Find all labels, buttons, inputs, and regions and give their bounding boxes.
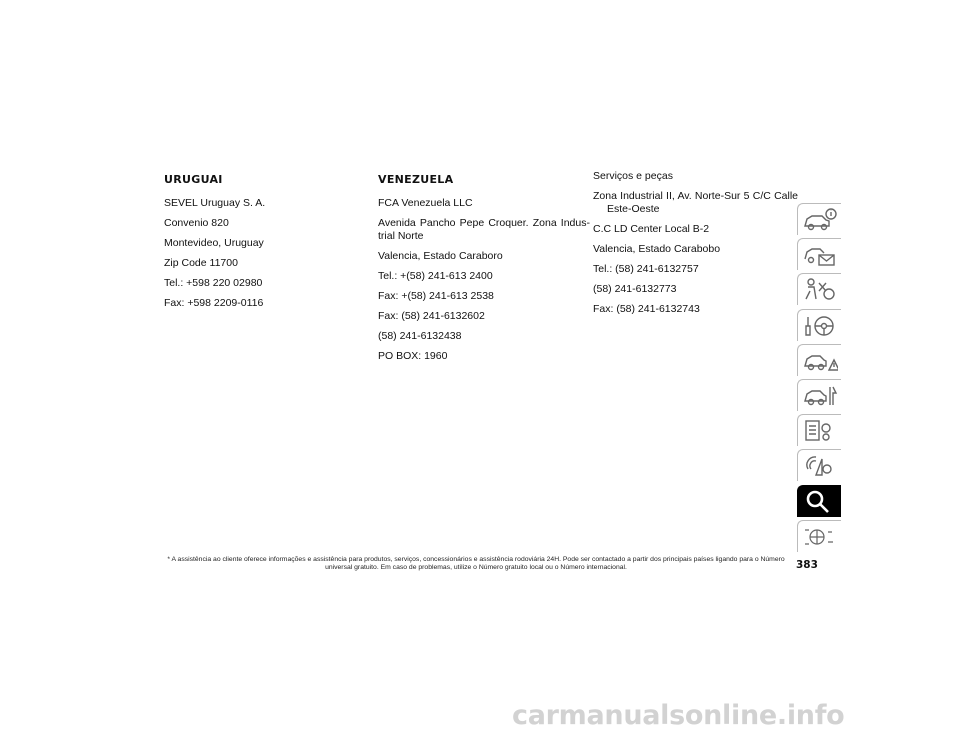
address-line: C.C LD Center Local B-2	[593, 223, 710, 235]
phone-line: Tel.: +(58) 241-613 2400	[378, 270, 493, 282]
chapter-tabs	[797, 203, 841, 555]
address-line: Montevideo, Uruguay	[164, 237, 264, 249]
language-index-icon	[802, 524, 838, 550]
address-line: Convenio 820	[164, 217, 229, 229]
service-title: Serviços e peças	[593, 170, 673, 182]
tab-specs[interactable]	[797, 414, 841, 446]
section-heading-venezuela: VENEZUELA	[378, 173, 454, 186]
tab-car-service[interactable]	[797, 379, 841, 411]
address-line: Valencia, Estado Caraboro	[378, 250, 503, 262]
watermark: carmanualsonline.info	[512, 700, 845, 731]
car-service-icon	[802, 383, 838, 409]
tab-language-index[interactable]	[797, 520, 841, 552]
tab-steering[interactable]	[797, 309, 841, 341]
po-box-line: PO BOX: 1960	[378, 350, 448, 362]
fax-line: Fax: +(58) 241-613 2538	[378, 290, 494, 302]
tab-search[interactable]	[797, 485, 841, 517]
section-heading-uruguai: URUGUAI	[164, 173, 223, 186]
fax-line: Fax: (58) 241-6132602	[378, 310, 485, 322]
tab-emergency[interactable]	[797, 344, 841, 376]
footnote: * A assistência ao cliente oferece informações e assistência para produtos, serviços, concessionários e assistência rodoviária 24H. Pode ser contactado a partir dos principais países ligando para o Número universal gratuito. Em caso de problemas, utilize o Número gratuito local ou o Número internacional.	[167, 556, 785, 571]
tab-safety[interactable]	[797, 273, 841, 305]
page-number: 383	[796, 559, 818, 571]
address-line: Zip Code 11700	[164, 257, 238, 269]
phone-line: (58) 241-6132773	[593, 283, 677, 295]
column-venezuela	[378, 170, 590, 370]
fax-line: Fax: (58) 241-6132743	[593, 303, 700, 315]
specs-icon	[802, 418, 838, 444]
emergency-car-icon	[802, 348, 838, 374]
column-uruguai	[164, 170, 376, 317]
tab-car-info[interactable]	[797, 203, 841, 235]
address-line: Valencia, Estado Carabobo	[593, 243, 721, 255]
address-line: Zona Industrial II, Av. Norte-Sur 5 C/C Calle Este-Oeste	[593, 190, 798, 215]
address-line: SEVEL Uruguay S. A.	[164, 197, 266, 209]
multimedia-icon	[802, 453, 838, 479]
address-line: Avenida Pancho Pepe Croquer. Zona Indus-trial Norte	[378, 217, 590, 242]
phone-line: Tel.: +598 220 02980	[164, 277, 263, 289]
phone-line: Tel.: (58) 241-6132757	[593, 263, 699, 275]
safety-icon	[802, 277, 838, 303]
tab-multimedia[interactable]	[797, 449, 841, 481]
column-servicos	[593, 170, 798, 323]
car-mail-icon	[802, 242, 838, 268]
steering-wheel-icon	[802, 313, 838, 339]
fax-line: Fax: +598 2209-0116	[164, 297, 264, 309]
phone-line: (58) 241-6132438	[378, 330, 462, 342]
car-info-icon	[802, 207, 838, 233]
address-line: FCA Venezuela LLC	[378, 197, 473, 209]
search-icon	[802, 489, 838, 515]
tab-car-mail[interactable]	[797, 238, 841, 270]
